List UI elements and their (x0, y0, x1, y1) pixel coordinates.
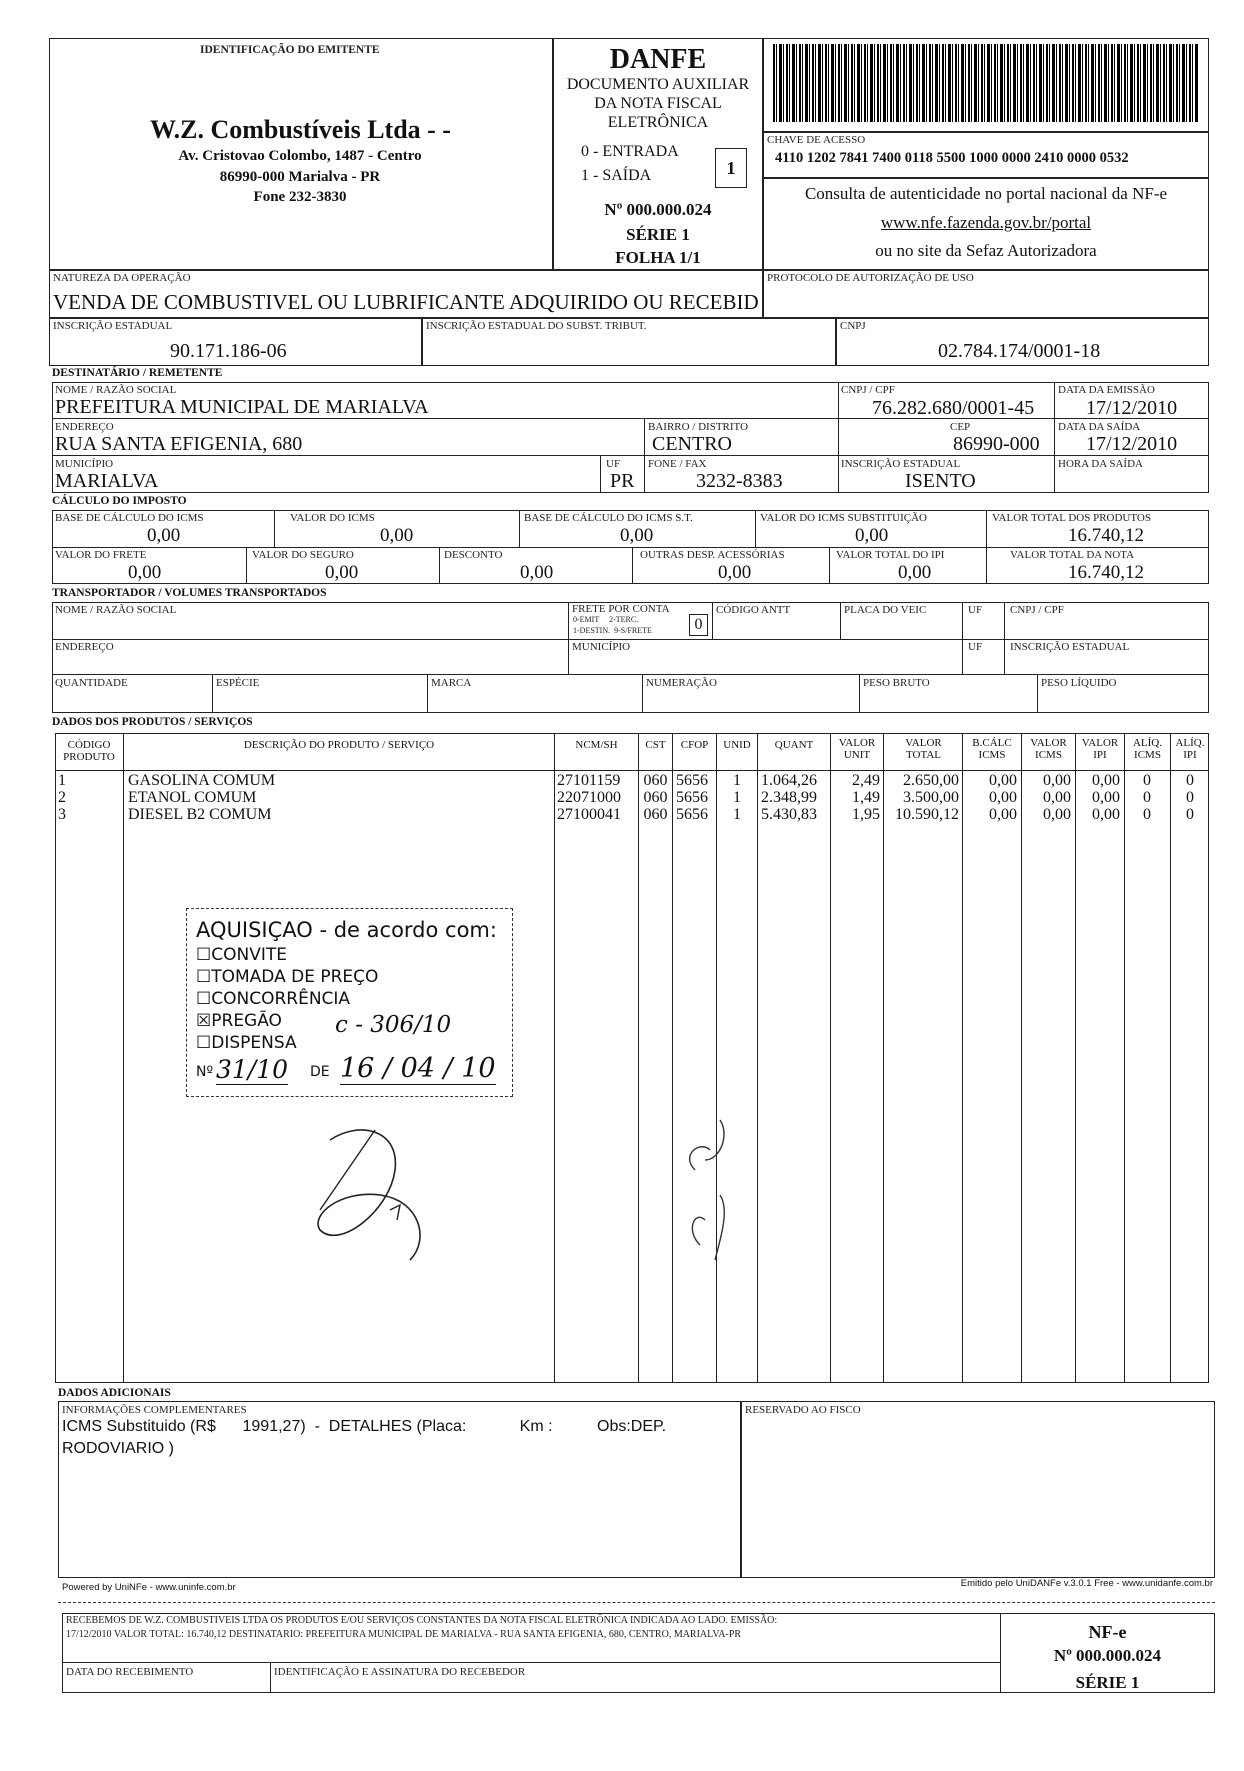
product-cell-vunit: 2,49 (852, 772, 880, 789)
stamp-opt-4-note: c - 306/10 (335, 1012, 452, 1038)
products-col-line-4 (672, 733, 673, 1383)
recipient-emission: 17/12/2010 (1086, 397, 1178, 419)
recipient-city-label: MUNICÍPIO (55, 458, 114, 470)
product-cell-vtotal: 2.650,00 (903, 772, 959, 789)
products-col-line-11 (1075, 733, 1076, 1383)
product-cell-desc: DIESEL B2 COMUM (128, 806, 272, 823)
danfe-subtitle-1: DOCUMENTO AUXILIAR (566, 76, 750, 93)
th-desc: DESCRIÇÃO DO PRODUTO / SERVIÇO (243, 739, 435, 751)
info-line-2: RODOVIARIO ) (62, 1440, 175, 1457)
tax-icms-st: 0,00 (855, 525, 889, 546)
product-cell-ncm: 27101159 (557, 772, 621, 789)
recipient-address: RUA SANTA EFIGENIA, 680 (55, 433, 303, 455)
transport-vline-1 (568, 602, 569, 639)
transport-section-label: TRANSPORTADOR / VOLUMES TRANSPORTADOS (52, 587, 327, 599)
powered-by: Powered by UniNFe - www.uninfe.com.br (62, 1582, 236, 1593)
recipient-cep: 86990-000 (953, 433, 1040, 455)
transport-antt-label: CÓDIGO ANTT (716, 604, 791, 616)
recipient-ie-label: INSCRIÇÃO ESTADUAL (841, 458, 961, 470)
product-cell-bcalc: 0,00 (989, 789, 1017, 806)
tax-ipi-label: VALOR TOTAL DO IPI (836, 549, 945, 561)
th-aicms: ALÍQ. ICMS (1132, 737, 1163, 761)
transport-species-label: ESPÉCIE (216, 677, 260, 689)
danfe-type-box (715, 148, 747, 188)
product-cell-aipi: 0 (1186, 806, 1194, 823)
danfe-saida: 1 - SAÍDA (581, 167, 652, 184)
emitter-name: W.Z. Combustíveis Ltda - - (150, 115, 451, 144)
th-vtotal: VALOR TOTAL (905, 737, 942, 761)
tax-icms-st-label: VALOR DO ICMS SUBSTITUIÇÃO (760, 512, 927, 524)
products-col-line-6 (757, 733, 758, 1383)
th-vipi: VALOR IPI (1081, 737, 1119, 761)
product-cell-code: 3 (58, 806, 66, 823)
protocol-label: PROTOCOLO DE AUTORIZAÇÃO DE USO (767, 272, 974, 284)
transport-ie-label: INSCRIÇÃO ESTADUAL (1010, 641, 1130, 653)
access-key-label: CHAVE DE ACESSO (767, 134, 866, 146)
th-vicms: VALOR ICMS (1030, 737, 1067, 761)
products-header-line (55, 770, 1209, 771)
transport-qty-label: QUANTIDADE (55, 677, 128, 689)
product-cell-aipi: 0 (1186, 772, 1194, 789)
th-bcalc: B.CÁLC ICMS (972, 737, 1012, 761)
ie-value: 90.171.186-06 (170, 340, 287, 362)
transport-freight-value-box (689, 614, 708, 636)
transport-vline-2 (712, 602, 713, 639)
recipient-name: PREFEITURA MUNICIPAL DE MARIALVA (55, 396, 429, 418)
transport-freight-label: FRETE POR CONTA (572, 603, 670, 615)
checkbox-icon: ☐ (196, 945, 212, 965)
product-cell-vtotal: 10.590,12 (895, 806, 959, 823)
transport-vline-7 (212, 674, 213, 713)
tax-products: 16.740,12 (1068, 525, 1144, 546)
transport-vline-11 (1037, 674, 1038, 713)
signature-stroke-5 (692, 1195, 724, 1260)
receipt-text-2: 17/12/2010 VALOR TOTAL: 16.740,12 DESTINATARIO: PREFEITURA MUNICIPAL DE MARIALVA - RUA SANTA EFIGENIA, 680, CENTRO, MARIALVA-PR (66, 1629, 742, 1640)
transport-freight-value: 0 (694, 616, 703, 633)
danfe-subtitle-3: ELETRÔNICA (607, 114, 709, 131)
signature-stroke-4 (690, 1120, 724, 1170)
cut-line (58, 1602, 1215, 1603)
transport-uf-label: UF (968, 604, 983, 616)
tax-section-label: CÁLCULO DO IMPOSTO (52, 495, 187, 507)
checkbox-icon: ☐ (196, 967, 212, 987)
stamp-number-prefix: Nº (196, 1064, 214, 1080)
tax-base-icms-label: BASE DE CÁLCULO DO ICMS (55, 512, 204, 524)
tax-insurance-label: VALOR DO SEGURO (252, 549, 354, 561)
product-cell-aicms: 0 (1143, 772, 1151, 789)
ie-st-label: INSCRIÇÃO ESTADUAL DO SUBST. TRIBUT. (426, 320, 647, 332)
cnpj-label: CNPJ (840, 320, 866, 332)
product-cell-ncm: 22071000 (557, 789, 621, 806)
tax-discount: 0,00 (520, 562, 554, 583)
transport-numbering-label: NUMERAÇÃO (646, 677, 717, 689)
recipient-row-line-1 (52, 418, 1209, 419)
access-key-value: 4110 1202 7841 7400 0118 5500 1000 0000 2410 0000 0532 (775, 150, 1129, 166)
product-cell-bcalc: 0,00 (989, 806, 1017, 823)
fisco-box (741, 1401, 1215, 1578)
products-col-line-7 (830, 733, 831, 1383)
products-col-line-10 (1021, 733, 1022, 1383)
product-cell-unid: 1 (733, 806, 741, 823)
tax-row-line (52, 547, 1209, 548)
recipient-exit-label: DATA DA SAÍDA (1058, 421, 1141, 433)
stamp-opt-3-label: CONCORRÊNCIA (211, 989, 351, 1009)
ie-label: INSCRIÇÃO ESTADUAL (53, 320, 173, 332)
product-cell-vicms: 0,00 (1043, 806, 1071, 823)
emitter-city: 86990-000 Marialva - PR (219, 169, 381, 185)
products-col-line-8 (883, 733, 884, 1383)
product-cell-quant: 2.348,99 (761, 789, 817, 806)
fisco-label: RESERVADO AO FISCO (745, 1404, 861, 1416)
product-cell-cst: 060 (643, 806, 668, 823)
signature-scribbles (300, 1100, 820, 1280)
operation-label: NATUREZA DA OPERAÇÃO (53, 272, 191, 284)
tax-base-st-label: BASE DE CÁLCULO DO ICMS S.T. (524, 512, 693, 524)
products-col-line-13 (1170, 733, 1171, 1383)
product-cell-vunit: 1,49 (852, 789, 880, 806)
checkbox-icon: ☐ (196, 989, 212, 1009)
transport-name-label: NOME / RAZÃO SOCIAL (55, 604, 177, 616)
products-section-label: DADOS DOS PRODUTOS / SERVIÇOS (52, 716, 253, 728)
transport-vline-4 (962, 602, 963, 674)
stamp-opt-4 (196, 1011, 282, 1031)
tax-ipi: 0,00 (898, 562, 932, 583)
transport-uf2-label: UF (968, 641, 983, 653)
receipt-date-label: DATA DO RECEBIMENTO (66, 1666, 194, 1678)
recipient-vline-3 (644, 418, 645, 493)
th-unid: UNID (723, 739, 751, 751)
stamp-opt-1 (196, 945, 287, 965)
tax-icms-label: VALOR DO ICMS (290, 512, 375, 524)
emitter-section-label: IDENTIFICAÇÃO DO EMITENTE (200, 44, 380, 56)
th-aipi: ALÍQ. IPI (1175, 737, 1205, 761)
product-cell-aicms: 0 (1143, 806, 1151, 823)
product-cell-aipi: 0 (1186, 789, 1194, 806)
tax-base-icms: 0,00 (147, 525, 181, 546)
transport-city-label: MUNICÍPIO (572, 641, 631, 653)
th-vunit: VALOR UNIT (838, 737, 876, 761)
product-cell-vunit: 1,95 (852, 806, 880, 823)
recipient-ie: ISENTO (905, 470, 976, 492)
transport-vline-6 (568, 639, 569, 674)
checkbox-icon: ☐ (196, 1033, 212, 1053)
receipt-number: Nº 000.000.024 (1053, 1646, 1162, 1665)
stamp-opt-3 (196, 989, 350, 1009)
tax-vline-5 (246, 547, 247, 584)
product-cell-cst: 060 (643, 789, 668, 806)
tax-products-label: VALOR TOTAL DOS PRODUTOS (992, 512, 1151, 524)
product-cell-vipi: 0,00 (1092, 789, 1120, 806)
transport-plate-label: PLACA DO VEIC (844, 604, 927, 616)
th-cfop: CFOP (680, 739, 709, 751)
receipt-serie: SÉRIE 1 (1075, 1673, 1140, 1692)
tax-base-st: 0,00 (620, 525, 654, 546)
tax-total: 16.740,12 (1068, 562, 1144, 583)
checked-box-icon: ☒ (196, 1011, 212, 1031)
transport-net-label: PESO LÍQUIDO (1041, 677, 1117, 689)
product-cell-code: 2 (58, 789, 66, 806)
product-cell-vipi: 0,00 (1092, 772, 1120, 789)
tax-vline-1 (274, 510, 275, 547)
stamp-opt-2 (196, 967, 378, 987)
signature-stroke-1 (318, 1130, 420, 1260)
stamp-opt-2-label: TOMADA DE PREÇO (211, 967, 379, 987)
stamp-date-prefix: DE (310, 1064, 330, 1080)
recipient-district: CENTRO (652, 433, 732, 455)
product-cell-quant: 1.064,26 (761, 772, 817, 789)
receipt-nfe: NF-e (1088, 1622, 1127, 1642)
recipient-uf-label: UF (606, 458, 621, 470)
transport-vline-3 (840, 602, 841, 639)
transport-cnpj-label: CNPJ / CPF (1010, 604, 1064, 616)
products-col-line-5 (716, 733, 717, 1383)
tax-other-label: OUTRAS DESP. ACESSÓRIAS (640, 549, 785, 561)
info-label: INFORMAÇÕES COMPLEMENTARES (62, 1404, 247, 1416)
stamp-date: 16 / 04 / 10 (340, 1053, 496, 1084)
receipt-vline-2 (270, 1662, 271, 1693)
tax-vline-6 (439, 547, 440, 584)
danfe-subtitle-2: DA NOTA FISCAL (594, 95, 722, 112)
transport-vline-9 (642, 674, 643, 713)
tax-vline-2 (519, 510, 520, 547)
danfe-title: DANFE (609, 44, 707, 75)
products-col-line-2 (554, 733, 555, 1383)
th-quant: QUANT (774, 739, 814, 751)
tax-freight: 0,00 (128, 562, 162, 583)
recipient-uf: PR (610, 470, 635, 492)
receipt-text-1: RECEBEMOS DE W.Z. COMBUSTIVEIS LTDA OS PRODUTOS E/OU SERVIÇOS CONSTANTES DA NOTA FISCAL ELETRÔNICA INDICADA AO LADO. EMISSÃO: (66, 1615, 778, 1626)
emitter-address: Av. Cristovao Colombo, 1487 - Centro (178, 148, 422, 164)
product-cell-ncm: 27100041 (557, 806, 621, 823)
transport-vline-5 (1004, 602, 1005, 674)
products-col-line-12 (1124, 733, 1125, 1383)
receipt-hline (62, 1662, 1000, 1663)
product-cell-desc: ETANOL COMUM (128, 789, 257, 806)
tax-freight-label: VALOR DO FRETE (55, 549, 147, 561)
recipient-cnpj: 76.282.680/0001-45 (872, 397, 1035, 419)
tax-vline-3 (755, 510, 756, 547)
receipt-sign-label: IDENTIFICAÇÃO E ASSINATURA DO RECEBEDOR (274, 1666, 526, 1678)
products-col-line-3 (638, 733, 639, 1383)
recipient-emission-label: DATA DA EMISSÃO (1058, 384, 1155, 396)
products-col-line-9 (962, 733, 963, 1383)
product-cell-vicms: 0,00 (1043, 772, 1071, 789)
recipient-city: MARIALVA (55, 470, 159, 492)
recipient-cnpj-label: CNPJ / CPF (841, 384, 895, 396)
operation-value: VENDA DE COMBUSTIVEL OU LUBRIFICANTE ADQUIRIDO OU RECEBID (53, 290, 759, 314)
product-cell-unid: 1 (733, 772, 741, 789)
product-cell-quant: 5.430,83 (761, 806, 817, 823)
transport-brand-label: MARCA (431, 677, 472, 689)
product-cell-cfop: 5656 (676, 806, 708, 823)
stamp-opt-4-label: PREGÃO (211, 1011, 282, 1031)
product-cell-vipi: 0,00 (1092, 806, 1120, 823)
product-cell-bcalc: 0,00 (989, 772, 1017, 789)
danfe-serie: SÉRIE 1 (626, 225, 690, 244)
stamp-number: 31/10 (216, 1055, 289, 1084)
products-col-line-1 (123, 733, 124, 1383)
transport-address-label: ENDEREÇO (55, 641, 114, 653)
recipient-exit: 17/12/2010 (1086, 433, 1178, 455)
stamp-opt-5-label: DISPENSA (211, 1033, 297, 1053)
transport-row-line-2 (52, 674, 1209, 675)
recipient-vline-2 (1054, 382, 1055, 493)
transport-freight-opt-2: 1-DESTIN. 9-S/FRETE (573, 626, 652, 635)
recipient-hour-label: HORA DA SAÍDA (1058, 458, 1143, 470)
transport-vline-8 (427, 674, 428, 713)
danfe-type-value: 1 (726, 158, 736, 178)
tax-vline-7 (632, 547, 633, 584)
cnpj-value: 02.784.174/0001-18 (938, 340, 1101, 362)
tax-total-label: VALOR TOTAL DA NOTA (1010, 549, 1135, 561)
product-cell-code: 1 (58, 772, 66, 789)
product-cell-desc: GASOLINA COMUM (128, 772, 276, 789)
product-cell-unid: 1 (733, 789, 741, 806)
recipient-cep-label: CEP (950, 421, 971, 433)
recipient-address-label: ENDEREÇO (55, 421, 114, 433)
danfe-entrada: 0 - ENTRADA (581, 143, 679, 160)
transport-vline-10 (859, 674, 860, 713)
recipient-section-label: DESTINATÁRIO / REMETENTE (52, 367, 223, 379)
th-ncm: NCM/SH (575, 739, 618, 751)
transport-gross-label: PESO BRUTO (863, 677, 930, 689)
danfe-number: Nº 000.000.024 (604, 200, 712, 219)
transport-row-line-1 (52, 639, 1209, 640)
additional-section-label: DADOS ADICIONAIS (58, 1387, 171, 1399)
tax-other: 0,00 (718, 562, 752, 583)
emitted-by: Emitido pelo UniDANFe v.3.0.1 Free - www.unidanfe.com.br (960, 1578, 1213, 1589)
info-line-1: ICMS Substituido (R$ 1991,27) - DETALHES (Placa: Km : Obs:DEP. (62, 1418, 667, 1435)
th-cst: CST (645, 739, 666, 751)
recipient-vline-4 (600, 455, 601, 493)
recipient-phone: 3232-8383 (696, 470, 783, 492)
stamp-opt-1-label: CONVITE (211, 945, 287, 965)
stamp-title: AQUISIÇAO - de acordo com: (196, 918, 497, 942)
barcode (773, 44, 1199, 122)
stamp-opt-5 (196, 1033, 297, 1053)
consult-url[interactable]: www.nfe.fazenda.gov.br/portal (880, 213, 1092, 232)
tax-vline-4 (986, 510, 987, 584)
consult-text-2: ou no site da Sefaz Autorizadora (875, 241, 1097, 260)
danfe-folha: FOLHA 1/1 (615, 248, 701, 267)
recipient-vline-1 (838, 382, 839, 493)
transport-freight-opt-1: 0-EMIT 2-TERC. (573, 615, 639, 624)
product-cell-cfop: 5656 (676, 772, 708, 789)
product-cell-vicms: 0,00 (1043, 789, 1071, 806)
signature-stroke-3 (390, 1205, 400, 1220)
consult-text-1: Consulta de autenticidade no portal nacional da NF-e (804, 184, 1168, 203)
tax-discount-label: DESCONTO (444, 549, 503, 561)
product-cell-vtotal: 3.500,00 (903, 789, 959, 806)
tax-vline-8 (829, 547, 830, 584)
tax-insurance: 0,00 (325, 562, 359, 583)
product-cell-cfop: 5656 (676, 789, 708, 806)
tax-icms: 0,00 (380, 525, 414, 546)
recipient-row-line-2 (52, 455, 1209, 456)
recipient-name-label: NOME / RAZÃO SOCIAL (55, 384, 177, 396)
emitter-phone: Fone 232-3830 (253, 189, 347, 205)
th-code: CÓDIGO PRODUTO (63, 739, 115, 763)
product-cell-cst: 060 (643, 772, 668, 789)
product-cell-aicms: 0 (1143, 789, 1151, 806)
recipient-phone-label: FONE / FAX (648, 458, 707, 470)
recipient-district-label: BAIRRO / DISTRITO (648, 421, 749, 433)
